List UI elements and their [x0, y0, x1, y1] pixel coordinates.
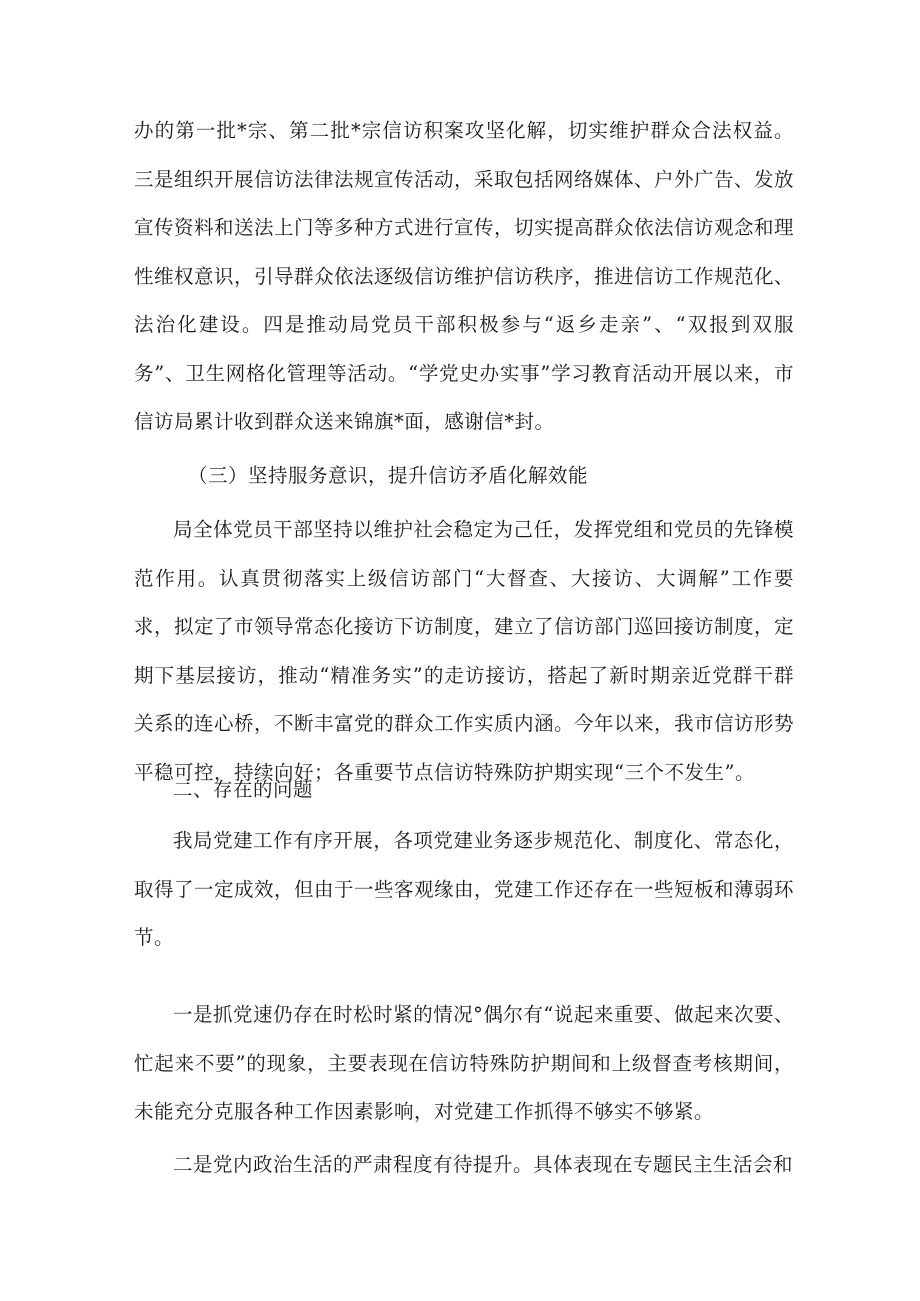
body-paragraph: 我局党建工作有序开展，各项党建业务逐步规范化、制度化、常态化，取得了一定成效，但由于一些客观缘由，党建工作还存在一些短板和薄弱环节。 — [134, 829, 795, 949]
body-paragraph: 办的第一批*宗、第二批*宗信访积案攻坚化解，切实维护群众合法权益。三是组织开展信访法律法规宣传活动，采取包括网络媒体、户外广告、发放宣传资料和送法上门等多种方式进行宣传，切实提高群众依法信访观念和理性维权意识，引导群众依法逐级信访维护信访秩序，推进信访工作规范化、法治化建设。四是推动局党员干部积极参与“返乡走亲”、“双报到双服务”、卫生网格化管理等活动。“学党史办实事”学习教育活动开展以来，市信访局累计收到群众送来锦旗*面，感谢信*封。 — [134, 119, 795, 433]
body-paragraph: 局全体党员干部坚持以维护社会稳定为己任，发挥党组和党员的先锋模范作用。认真贯彻落实上级信访部门“大督查、大接访、大调解”工作要求，拟定了市领导常态化接访下访制度，建立了信访部门巡回接访制度，定期下基层接访，推动“精准务实”的走访接访，搭起了新时期亲近党群干群关系的连心桥，不断丰富党的群众工作实质内涵。今年以来，我市信访形势平稳可控，持续向好；各重要节点信访特殊防护期实现“三个不发生”。 — [134, 518, 795, 784]
section-heading-2: 二、存在的问题 — [173, 778, 314, 801]
section-heading-3: （三）坚持服务意识，提升信访矛盾化解效能 — [188, 464, 589, 487]
body-paragraph: 一是抓党速仍存在时松时紧的情况°偶尔有“说起来重要、做起来次要、忙起来不要”的现象，主要表现在信访特殊防护期间和上级督查考核期间，未能充分克服各种工作因素影响，对党建工作抓得不够实不够紧。 — [134, 1003, 794, 1123]
body-paragraph: 二是党内政治生活的严肃程度有待提升。具体表现在专题民主生活会和 — [173, 1153, 794, 1176]
